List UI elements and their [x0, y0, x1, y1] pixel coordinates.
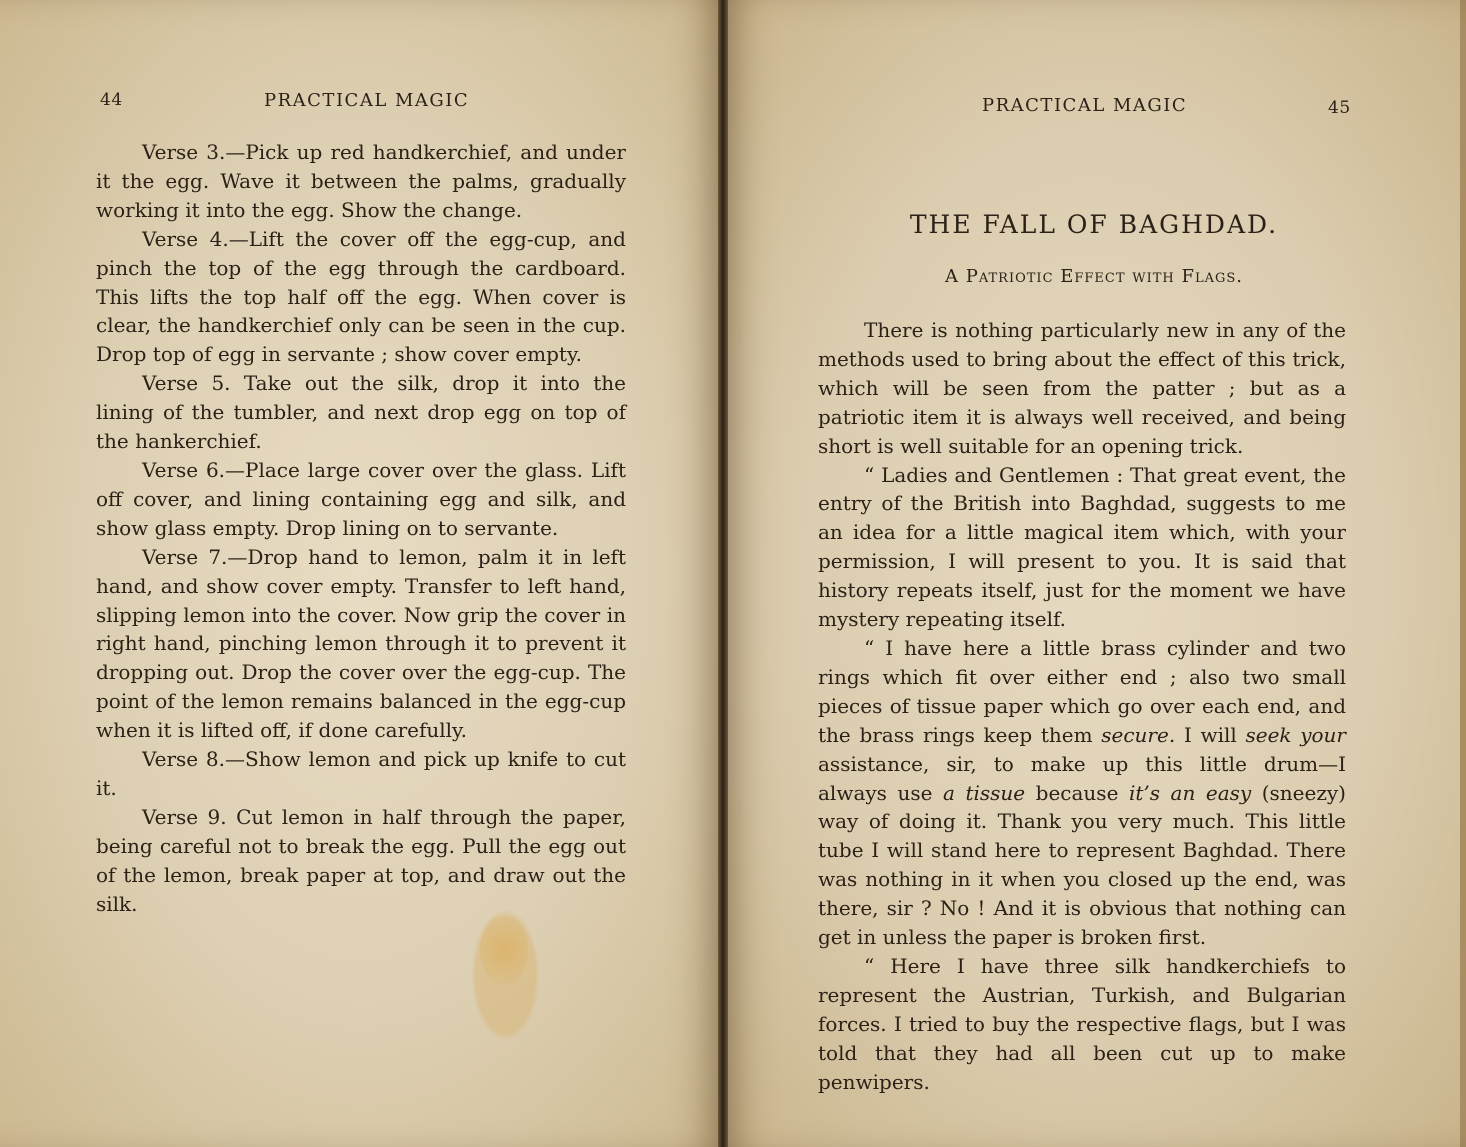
right-body-text	[818, 316, 1346, 1096]
patter-2-part-i: (sneezy) way of doing it. Thank you very much. This little tube I will stand here to represent Baghdad. There was nothing in it when you closed up the end, was there, sir ? No ! And it is obvious that nothing can get in unless the paper is broken first.	[818, 780, 1346, 950]
paragraph-verse-3: Verse 3.—Pick up red handkerchief, and under it the egg. Wave it between the palms, gradually working it into the egg. Show the change.	[96, 140, 626, 222]
paragraph-verse-7: Verse 7.—Drop hand to lemon, palm it in left hand, and show cover empty. Transfer to left hand, slipping lemon into the cover. Now grip the cover in right hand, pinching lemon through it to prevent it dropping out. Drop the cover over the egg-cup. The point of the lemon remains balanced in the egg-cup when it is lifted off, if done carefully.	[96, 544, 626, 743]
patter-2-italic-its-an-easy: it’s an easy	[1128, 780, 1252, 805]
patter-2-part-g: because	[1025, 780, 1129, 805]
paragraph-patter-2	[818, 634, 1346, 952]
paper-stain	[480, 915, 528, 985]
chapter-title: THE FALL OF BAGHDAD.	[909, 210, 1279, 239]
chapter-subtitle: A Patriotic Effect with Flags.	[945, 266, 1243, 287]
patter-2-part-a: “ I have here a little brass cylinder and two rings which fit over either end ; also two small pieces of tissue paper which go over each end, and the brass rings keep them	[818, 635, 1346, 747]
paragraph-verse-5: Verse 5. Take out the silk, drop it into the lining of the tumbler, and next drop egg on top of the hankerchief.	[96, 371, 626, 454]
paragraph-patter-1: “ Ladies and Gentlemen : That great event, the entry of the British into Baghdad, suggests to me an idea for a little magical item which, with your permission, I will present to you. It is said that history repeats itself, just for the moment we have mystery repeating itself.	[818, 462, 1346, 632]
patter-2-part-c: I will	[1175, 722, 1246, 747]
patter-2-italic-seek-your: seek your	[1245, 722, 1346, 747]
left-page-number: 44	[100, 90, 123, 110]
right-page	[722, 0, 1466, 1147]
paragraph-intro: There is nothing particularly new in any of the methods used to bring about the effect of this trick, which will be seen from the patter ; but as a patriotic item it is always well received, and being short is well suitable for an opening trick.	[818, 318, 1346, 458]
right-running-head: PRACTICAL MAGIC	[982, 95, 1188, 116]
book-gutter	[718, 0, 728, 1147]
patter-2-italic-secure: secure.	[1101, 722, 1176, 747]
patter-2-part-e: assistance, sir, to make up this little drum—I always use	[818, 751, 1346, 805]
paragraph-verse-9: Verse 9. Cut lemon in half through the paper, being careful not to break the egg. Pull the egg out of the lemon, break paper at top, and draw out the silk.	[96, 804, 626, 916]
paragraph-verse-8: Verse 8.—Show lemon and pick up knife to cut it.	[96, 747, 626, 800]
paragraph-verse-6: Verse 6.—Place large cover over the glass. Lift off cover, and lining containing egg and silk, and show glass empty. Drop lining on to servante.	[96, 457, 626, 540]
left-body-text	[96, 138, 626, 918]
paragraph-verse-4: Verse 4.—Lift the cover off the egg-cup, and pinch the top of the egg through the cardboard. This lifts the top half off the egg. When cover is clear, the handkerchief only can be seen in the cup. Drop top of egg in servante ; show cover empty.	[96, 226, 626, 367]
left-running-head: PRACTICAL MAGIC	[264, 90, 470, 111]
patter-2-italic-a-tissue: a tissue	[942, 780, 1026, 805]
left-page	[0, 0, 722, 1147]
paragraph-patter-3: “ Here I have three silk handkerchiefs to represent the Austrian, Turkish, and Bulgarian forces. I tried to buy the respective flags, but I was told that they had all been cut up to make penwipers.	[818, 953, 1346, 1094]
right-page-number: 45	[1328, 98, 1351, 118]
